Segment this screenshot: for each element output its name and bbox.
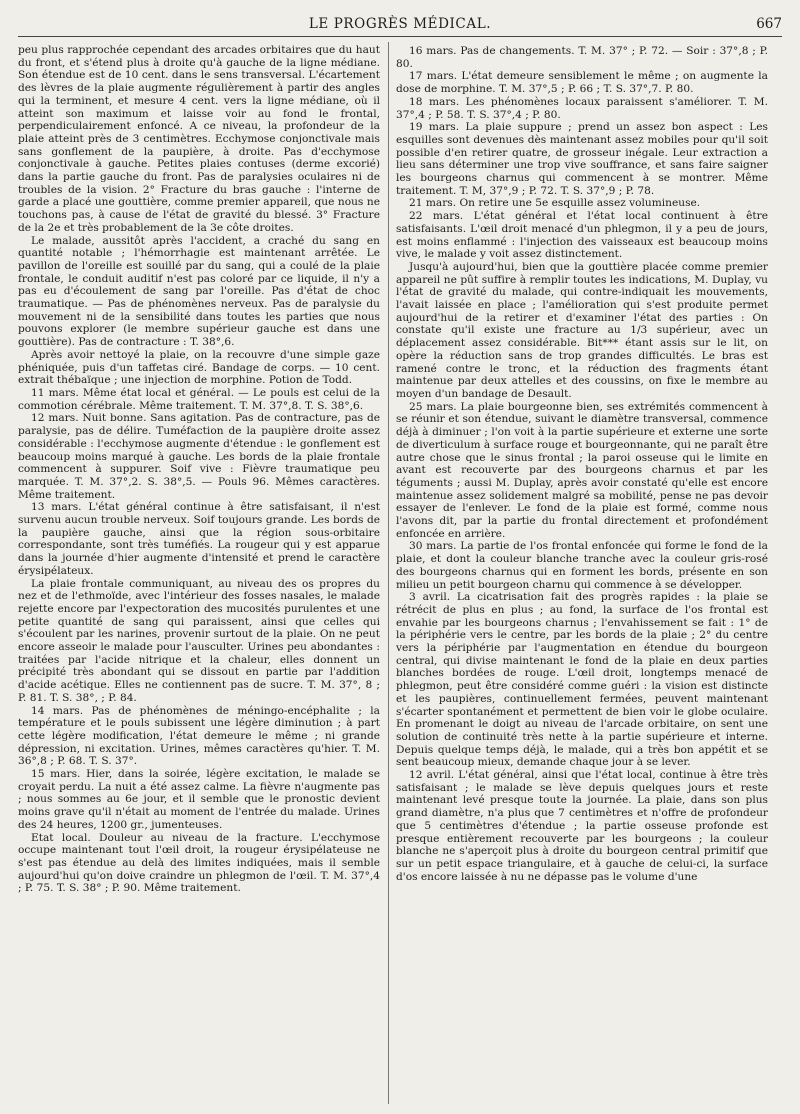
paragraph: 17 mars. L'état demeure sensiblement le même ; on augmente la dose de morphine. T. M. 37°,5 ; P. 66 ; T. S. 37°,7. P. 80. bbox=[396, 70, 768, 96]
paragraph: 18 mars. Les phénomènes locaux paraissent s'améliorer. T. M. 37°,4 ; P. 58. T. S. 37°,4 ; P. 80. bbox=[396, 95, 768, 121]
paragraph: 16 mars. Pas de changements. T. M. 37° ; P. 72. — Soir : 37°,8 ; P. 80. bbox=[396, 45, 768, 70]
paragraph: La plaie frontale communiquant, au niveau des os propres du nez et de l'ethmoïde, avec l'intérieur des fosses nasales, le malade rejette encore par l'expectoration des mucosités purulentes et une petite quantité de sang qui paraissent, ainsi que celles qui s'écoulent par les narines, provenir surtout de la plaie. On ne peut encore asseoir le malade pour l'ausculter. Urines peu abondantes : traitées par l'acide nitrique et la chaleur, elles donnent un précipité très abondant qui se dissout en partie par l'addition d'acide acétique. Elles ne contiennent pas de sucre. T. M. 37°, 8 ; P. 81. T. S. 38°, ; P. 84. bbox=[18, 577, 380, 704]
left-column bbox=[18, 44, 380, 895]
paragraph: peu plus rapprochée cependant des arcades orbitaires que du haut du front, et s'étend plus à droite qu'à gauche de la ligne médiane. Son étendue est de 10 cent. dans le sens transversal. L'écartement des lèvres de la plaie augmente régulièrement à partir des angles qui la terminent, et mesure 4 cent. vers la ligne médiane, où il atteint son maximum et laisse voir au fond le frontal, perpendiculairement enfoncé. A ce niveau, la profondeur de la plaie atteint près de 3 centimètres. Ecchymose conjonctivale mais sans gonflement de la paupière, à droite. Pas d'ecchymose conjonctivale à gauche. Petites plaies contuses (derme excorié) dans la partie gauche du front. Pas de paralysies oculaires ni de troubles de la vision. 2° Fracture du bras gauche : l'interne de garde a placé une gouttière, comme premier appareil, que nous ne touchons pas, à cause de l'état de gravité du blessé. 3° Fracture de la 2e et très probablement de la 3e côte droites. bbox=[18, 44, 380, 234]
paragraph: Après avoir nettoyé la plaie, on la recouvre d'une simple gaze phéniquée, puis d'un taffetas ciré. Bandage de corps. — 10 cent. extrait thébaïque ; une injection de morphine. Potion de Todd. bbox=[18, 348, 380, 387]
page-header bbox=[18, 12, 782, 37]
paragraph: 15 mars. Hier, dans la soirée, légère excitation, le malade se croyait perdu. La nuit a été assez calme. La fièvre n'augmente pas ; nous sommes au 6e jour, et il semble que le pronostic devient moins grave qu'il n'était au moment de l'entrée du malade. Urines des 24 heures, 1200 gr., jumenteuses. bbox=[18, 768, 380, 831]
page-number: 667 bbox=[756, 16, 782, 32]
paragraph: 22 mars. L'état général et l'état local continuent à être satisfaisants. L'œil droit menacé d'un phlegmon, il y a peu de jours, est moins enflammé : l'injection des vaisseaux est beaucoup moins vive, le malade y voit assez distinctement. bbox=[396, 210, 768, 261]
paragraph: 30 mars. La partie de l'os frontal enfoncée qui forme le fond de la plaie, et dont la couleur blanche tranche avec la couleur gris-rosé des bourgeons charnus qui en forment les bords, présente en son milieu un petit bourgeon charnu qui commence à se développer. bbox=[396, 540, 768, 591]
paragraph: 11 mars. Même état local et général. — Le pouls est celui de la commotion cérébrale. Même traitement. T. M. 37°,8. T. S. 38°,6. bbox=[18, 386, 380, 412]
paragraph: 3 avril. La cicatrisation fait des progrès rapides : la plaie se rétrécit de plus en plus ; au fond, la surface de l'os frontal est envahie par les bourgeons charnus ; l'envahissement se fait : 1° de la périphérie vers le centre, par les bords de la plaie ; 2° du centre vers la périphérie par l'augmentation en étendue du bourgeon central, qui divise maintenant le fond de la plaie en deux parties blanches bordées de rouge. L'œil droit, longtemps menacé de phlegmon, peut être considéré comme guéri : la vision est distincte et les paupières, continuellement fermées, peuvent maintenant s'écarter spontanément et permettent de bien voir le globe oculaire. En promenant le doigt au niveau de l'arcade orbitaire, on sent une solution de continuité très nette à la partie supérieure et interne. Depuis quelque temps déjà, le malade, qui a très bon appétit et se sent beaucoup mieux, demande chaque jour à se lever. bbox=[396, 591, 768, 769]
column-divider bbox=[388, 42, 389, 1104]
paragraph: 19 mars. La plaie suppure ; prend un assez bon aspect : Les esquilles sont devenues dès maintenant assez mobiles pour qu'il soit possible d'en retirer quatre, de grosseur inégale. Leur extraction a lieu sans déterminer une trop vive souffrance, et sans faire saigner les bourgeons charnus qui commencent à se montrer. Même traitement. T. M, 37°,9 ; P. 72. T. S. 37°,9 ; P. 78. bbox=[396, 121, 768, 197]
paragraph: Le malade, aussitôt après l'accident, a craché du sang en quantité notable ; l'hémorrhagie est maintenant arrêtée. Le pavillon de l'oreille est souillé par du sang, qui a coulé de la plaie frontale, le conduit auditif n'est pas coloré par ce liquide, il n'y a pas eu d'écoulement de sang par l'oreille. Pas d'état de choc traumatique. — Pas de phénomènes nerveux. Pas de paralysie du mouvement ni de la sensibilité dans toutes les parties que nous pouvons explorer (le membre supérieur gauche est dans une gouttière). Pas de contracture : T. 38°,6. bbox=[18, 234, 380, 349]
paragraph: 13 mars. L'état général continue à être satisfaisant, il n'est survenu aucun trouble nerveux. Soif toujours grande. Les bords de la paupière gauche, ainsi que la région sous-orbitaire correspondante, sont très tuméfiés. La rougeur qui y est apparue dans la journée d'hier augmente d'intensité et prend le caractère érysipélateux. bbox=[18, 501, 380, 577]
paragraph: Jusqu'à aujourd'hui, bien que la gouttière placée comme premier appareil ne pût suffire à remplir toutes les indications, M. Duplay, vu l'état de gravité du malade, qui contre-indiquait les mouvements, l'avait laissée en place ; l'amélioration qui s'est produite permet aujourd'hui de la retirer et d'examiner l'état des parties : On constate qu'il existe une fracture au 1/3 supérieur, avec un déplacement assez considérable. Bit*** étant assis sur le lit, on opère la réduction sans de trop grandes difficultés. Le bras est ramené contre le tronc, et la réduction des fragments étant maintenue par deux attelles et des coussins, on fixe le membre au moyen d'un bandage de Desault. bbox=[396, 260, 768, 400]
paragraph: 14 mars. Pas de phénomènes de méningo-encéphalite ; la température et le pouls subissent une légère diminution ; à part cette légère modification, l'état demeure le même ; ni grande dépression, ni excitation. Urines, mêmes caractères qu'hier. T. M. 36°,8 ; P. 68. T. S. 37°. bbox=[18, 704, 380, 768]
right-column bbox=[396, 45, 768, 883]
paragraph: 12 avril. L'état général, ainsi que l'état local, continue à être très satisfaisant ; le malade se lève depuis quelques jours et reste maintenant levé presque toute la journée. La plaie, dans son plus grand diamètre, n'a plus que 7 centimètres et n'offre de profondeur que 5 centimètres d'étendue ; la partie osseuse profonde est presque entièrement recouverte par les bourgeons ; la couleur blanche ne s'aperçoit plus à droite du bourgeon central primitif que sur un petit espace triangulaire, et à gauche de celui-ci, la surface d'os encore laissée à nu ne dépasse pas le volume d'une bbox=[396, 769, 768, 883]
paragraph: 12 mars. Nuit bonne. Sans agitation. Pas de contracture, pas de paralysie, pas de délire. Tuméfaction de la paupière droite assez considérable : l'ecchymose augmente d'étendue : le gonflement est beaucoup moins marqué à gauche. Les bords de la plaie frontale commencent à suppurer. Soif vive : Fièvre traumatique peu marquée. T. M. 37°,2. S. 38°,5. — Pouls 96. Mêmes caractères. Même traitement. bbox=[18, 412, 380, 501]
paragraph: 21 mars. On retire une 5e esquille assez volumineuse. bbox=[409, 197, 701, 210]
paragraph: 25 mars. La plaie bourgeonne bien, ses extrémités commencent à se réunir et son étendue, suivant le diamètre transversal, commence déjà à diminuer ; l'on voit à la partie supérieure et externe une sorte de diverticulum à surface rouge et bourgeonnante, qui ne paraît être autre chose que le sinus frontal ; la paroi osseuse qui le limite en avant est recouverte par des bourgeons charnus et par les téguments ; aussi M. Duplay, après avoir constaté qu'elle est encore maintenue assez solidement malgré sa mobilité, pense ne pas devoir essayer de l'enlever. Le fond de la plaie est formé, comme nous l'avons dit, par la partie du frontal directement et profondément enfoncée en arrière. bbox=[396, 400, 769, 540]
paragraph: Etat local. Douleur au niveau de la fracture. L'ecchymose occupe maintenant tout l'œil droit, la rougeur érysipélateuse ne s'est pas étendue au delà des limites indiquées, mais il semble aujourd'hui qu'on doive craindre un phlegmon de l'œil. T. M. 37°,4 ; P. 75. T. S. 38° ; P. 90. Même traitement. bbox=[18, 831, 380, 895]
journal-title: LE PROGRÈS MÉDICAL. bbox=[308, 16, 492, 32]
